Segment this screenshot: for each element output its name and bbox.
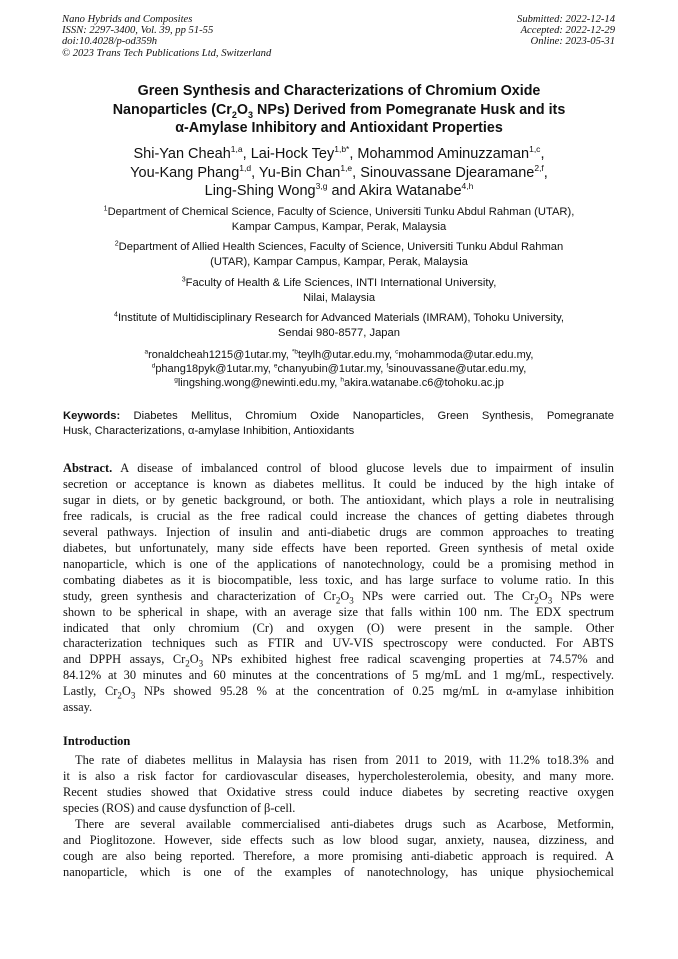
abstract-line: nanoparticle, which is one of the applications of nanotechnology, could be a promising method in	[63, 556, 614, 571]
author-name: Mohammod Aminuzzaman	[357, 146, 530, 162]
author-affil-marker: 3,g	[315, 181, 328, 192]
abstract-line	[63, 684, 614, 700]
email-address: chanyubin@1utar.my,	[277, 363, 387, 376]
journal-doi: doi:10.4028/p-od359h	[62, 36, 158, 48]
title-line-2	[40, 101, 638, 120]
affiliation-2	[40, 240, 638, 269]
email-line-3	[40, 376, 638, 390]
author-affil-marker: 4,h	[461, 181, 474, 192]
affiliation-line	[40, 276, 638, 291]
abstract-section	[63, 461, 614, 716]
email-line-1	[40, 348, 638, 362]
author-list	[40, 145, 638, 201]
author-name: Yu-Bin Chan	[258, 164, 341, 181]
abstract-text: Lastly, Cr	[63, 684, 118, 699]
abstract-text: O	[121, 684, 131, 699]
author-emails	[40, 348, 638, 391]
formula-subscript: 2	[534, 595, 539, 606]
email-address: mohammoda@utar.edu.my,	[398, 349, 534, 361]
affiliation-line	[40, 240, 638, 255]
author-separator: ,	[352, 164, 361, 181]
abstract-text: NPs exhibited highest free radical scavenging properties at 74.57% and	[203, 652, 614, 667]
email-marker: *b	[291, 348, 298, 356]
author-separator: and	[327, 183, 359, 199]
keywords-line-1	[63, 409, 614, 424]
journal-header-right	[517, 14, 615, 48]
author-line-2	[40, 164, 638, 183]
title-subscript: 2	[231, 109, 237, 120]
abstract-line: 84.12% at 30 minutes and 60 minutes at the concentrations of 5 mg/mL and 1 mg/mL, respectively.	[63, 668, 614, 683]
formula-subscript: 3	[198, 658, 204, 669]
affiliation-line: Nilai, Malaysia	[302, 291, 376, 304]
keywords-label: Keywords:	[63, 410, 121, 422]
title-line-3: α-Amylase Inhibitory and Antioxidant Properties	[175, 120, 503, 136]
author-name: Shi-Yan Cheah	[133, 146, 231, 162]
affiliation-text: Department of Chemical Science, Faculty of Science, Universiti Tunku Abdul Rahman (UTAR),	[107, 206, 575, 218]
author-affil-marker: 1,b*	[334, 144, 350, 155]
online-date: Online: 2023-05-31	[530, 36, 615, 48]
abstract-line: characterization techniques such as FTIR and UV-VIS spectroscopy were conducted. For ABTS	[63, 636, 614, 651]
formula-subscript: 3	[130, 690, 136, 701]
author-affil-marker: 1,e	[340, 162, 353, 173]
email-address: sinouvassane@utar.edu.my,	[388, 363, 527, 376]
intro-line: Recent studies showed that Oxidative stress could induce diabetes by secreting reactive oxygen	[63, 784, 614, 799]
affiliation-text: Department of Allied Health Sciences, Faculty of Science, Universiti Tunku Abdul Rahman	[118, 241, 564, 253]
intro-line: The rate of diabetes mellitus in Malaysia has risen from 2011 to 2019, with 11.2% to18.3% and	[75, 753, 614, 767]
affiliation-number: 4	[114, 311, 118, 319]
abstract-text: and DPPH assays, Cr	[63, 652, 186, 667]
email-marker: f	[386, 362, 389, 370]
author-name: Sinouvassane Djearamane	[360, 164, 535, 181]
affiliation-text: Institute of Multidisciplinary Research for Advanced Materials (IMRAM), Tohoku University,	[117, 312, 564, 324]
abstract-line	[63, 589, 614, 605]
email-marker: e	[273, 362, 278, 370]
affiliation-1	[40, 205, 638, 234]
author-affil-marker: 1,a	[230, 144, 243, 155]
author-separator: ,	[242, 146, 251, 162]
author-name: Lai-Hock Tey	[250, 146, 335, 162]
affiliation-3	[40, 276, 638, 305]
keywords-section	[63, 409, 614, 439]
journal-header-left	[62, 14, 271, 59]
keywords-line-2: Husk, Characterizations, α-amylase Inhibition, Antioxidants	[63, 425, 355, 437]
abstract-text: NPs were carried out. The Cr	[353, 588, 535, 603]
abstract-text: O	[340, 588, 350, 603]
abstract-line	[63, 652, 614, 668]
formula-subscript: 2	[117, 690, 122, 701]
introduction-heading: Introduction	[63, 734, 131, 748]
abstract-text: O	[538, 588, 548, 603]
abstract-line: free radicals, is crucial as the free radical could increase the chances of getting diabetes through	[63, 508, 614, 523]
abstract-line: assay.	[63, 700, 93, 715]
title-line-1: Green Synthesis and Characterizations of Chromium Oxide	[137, 83, 541, 99]
intro-line: and Pioglitozone. However, side effects such as low blood sugar, anxiety, nausea, dizziness, and	[63, 832, 614, 847]
affiliation-number: 3	[181, 276, 186, 284]
author-line-3	[40, 182, 638, 201]
title-text: Nanoparticles (Cr	[112, 101, 232, 118]
affiliation-line: (UTAR), Kampar Campus, Kampar, Perak, Malaysia	[210, 255, 468, 268]
author-name: Akira Watanabe	[358, 183, 462, 199]
abstract-text: O	[189, 652, 199, 667]
affiliation-line	[40, 311, 638, 326]
abstract-line: diabetes, but unfortunately, many side effects have been reported. Green synthesis of metal oxide	[63, 540, 614, 555]
affiliation-number: 2	[114, 240, 119, 248]
author-separator: ,	[349, 146, 358, 162]
email-address: phang18pyk@1utar.my,	[155, 363, 274, 376]
email-marker: h	[340, 376, 345, 384]
author-affil-marker: 1,c	[529, 144, 541, 155]
email-marker: d	[151, 362, 156, 370]
journal-copyright: © 2023 Trans Tech Publications Ltd, Switzerland	[62, 47, 272, 59]
keywords-text: Diabetes Mellitus, Chromium Oxide Nanoparticles, Green Synthesis, Pomegranate	[120, 410, 614, 422]
submitted-date: Submitted: 2022-12-14	[517, 14, 615, 25]
intro-line: There are several available commercialised anti-diabetes drugs such as Acarbose, Metformin,	[75, 816, 614, 831]
author-separator: ,	[251, 164, 259, 181]
abstract-line: combating diabetes as it is biocompatible, less toxic, and has large surface to volume ratio. In this	[63, 572, 614, 587]
abstract-text: NPs showed 95.28 % at the concentration of 0.25 mg/mL in α-amylase inhibition	[135, 684, 614, 699]
author-separator: ,	[543, 164, 548, 181]
email-line-2	[40, 362, 638, 376]
abstract-line: shown to be spherical in shape, with an average size that falls within 100 nm. The EDX spectrum	[63, 604, 614, 619]
abstract-line: indicated that only chromium (Cr) and oxygen (O) were present in the sample. Other	[63, 620, 614, 635]
abstract-text: A disease of imbalanced control of blood glucose levels due to impairment of insulin	[112, 461, 614, 475]
affiliation-number: 1	[103, 205, 108, 213]
author-name: Ling-Shing Wong	[204, 183, 316, 199]
intro-line: species (ROS) and cause dysfunction of β-cell.	[63, 800, 296, 815]
intro-line: it is also a risk factor for cardiovascular diseases, hypercholesterolemia, obesity, and many more.	[63, 768, 614, 783]
abstract-line: sugar in diets, or by genetic background, or both. The antioxidant, which plays a role in neutralising	[63, 492, 614, 507]
introduction-body	[63, 753, 614, 881]
formula-subscript: 3	[547, 595, 553, 606]
author-affil-marker: 2,f	[534, 162, 544, 173]
title-text: O	[236, 101, 249, 118]
intro-line: cough are also being reported. Therefore, a more promising anti-diabetic approach is required. A	[63, 848, 614, 863]
formula-subscript: 2	[185, 658, 190, 669]
email-marker: a	[144, 348, 149, 356]
intro-line: nanoparticle, which is one of the examples of nanotechnology, has unique physiochemical	[63, 864, 614, 879]
abstract-label: Abstract.	[63, 461, 113, 475]
email-address: akira.watanabe.c6@tohoku.ac.jp	[344, 377, 504, 390]
abstract-text: study, green synthesis and characterization of Cr	[63, 588, 336, 603]
abstract-line	[63, 461, 614, 477]
formula-subscript: 3	[349, 595, 354, 606]
email-marker: g	[174, 376, 178, 384]
affiliation-line: Kampar Campus, Kampar, Perak, Malaysia	[231, 220, 447, 233]
journal-issn: ISSN: 2297-3400, Vol. 39, pp 51-55	[62, 25, 214, 37]
author-affil-marker: 1,d	[239, 162, 252, 173]
author-name: You-Kang Phang	[130, 164, 240, 181]
author-line-1	[40, 145, 638, 164]
email-address: ronaldcheah1215@1utar.my,	[148, 349, 292, 361]
email-address: teylh@utar.edu.my,	[297, 349, 396, 361]
affiliation-line: Sendai 980-8577, Japan	[278, 326, 400, 339]
affiliation-text: Faculty of Health & Life Sciences, INTI International University,	[185, 277, 497, 289]
journal-name: Nano Hybrids and Composites	[62, 14, 193, 25]
title-subscript: 3	[248, 109, 254, 120]
accepted-date: Accepted: 2022-12-29	[520, 25, 615, 37]
affiliation-line	[40, 205, 638, 220]
affiliation-4	[40, 311, 638, 340]
formula-subscript: 2	[335, 595, 341, 606]
email-address: lingshing.wong@newinti.edu.my,	[177, 377, 341, 390]
paper-title	[40, 82, 638, 138]
author-separator: ,	[540, 146, 545, 162]
abstract-line: secretion or acceptance is known as diabetes mellitus. It could be induced by the high intake of	[63, 476, 614, 491]
abstract-line: several pathways. Injection of insulin and anti-diabetic drugs are common approaches to treating	[63, 524, 614, 539]
title-text: NPs) Derived from Pomegranate Husk and its	[253, 101, 566, 118]
email-marker: c	[395, 348, 399, 356]
abstract-text: NPs were	[552, 588, 614, 603]
